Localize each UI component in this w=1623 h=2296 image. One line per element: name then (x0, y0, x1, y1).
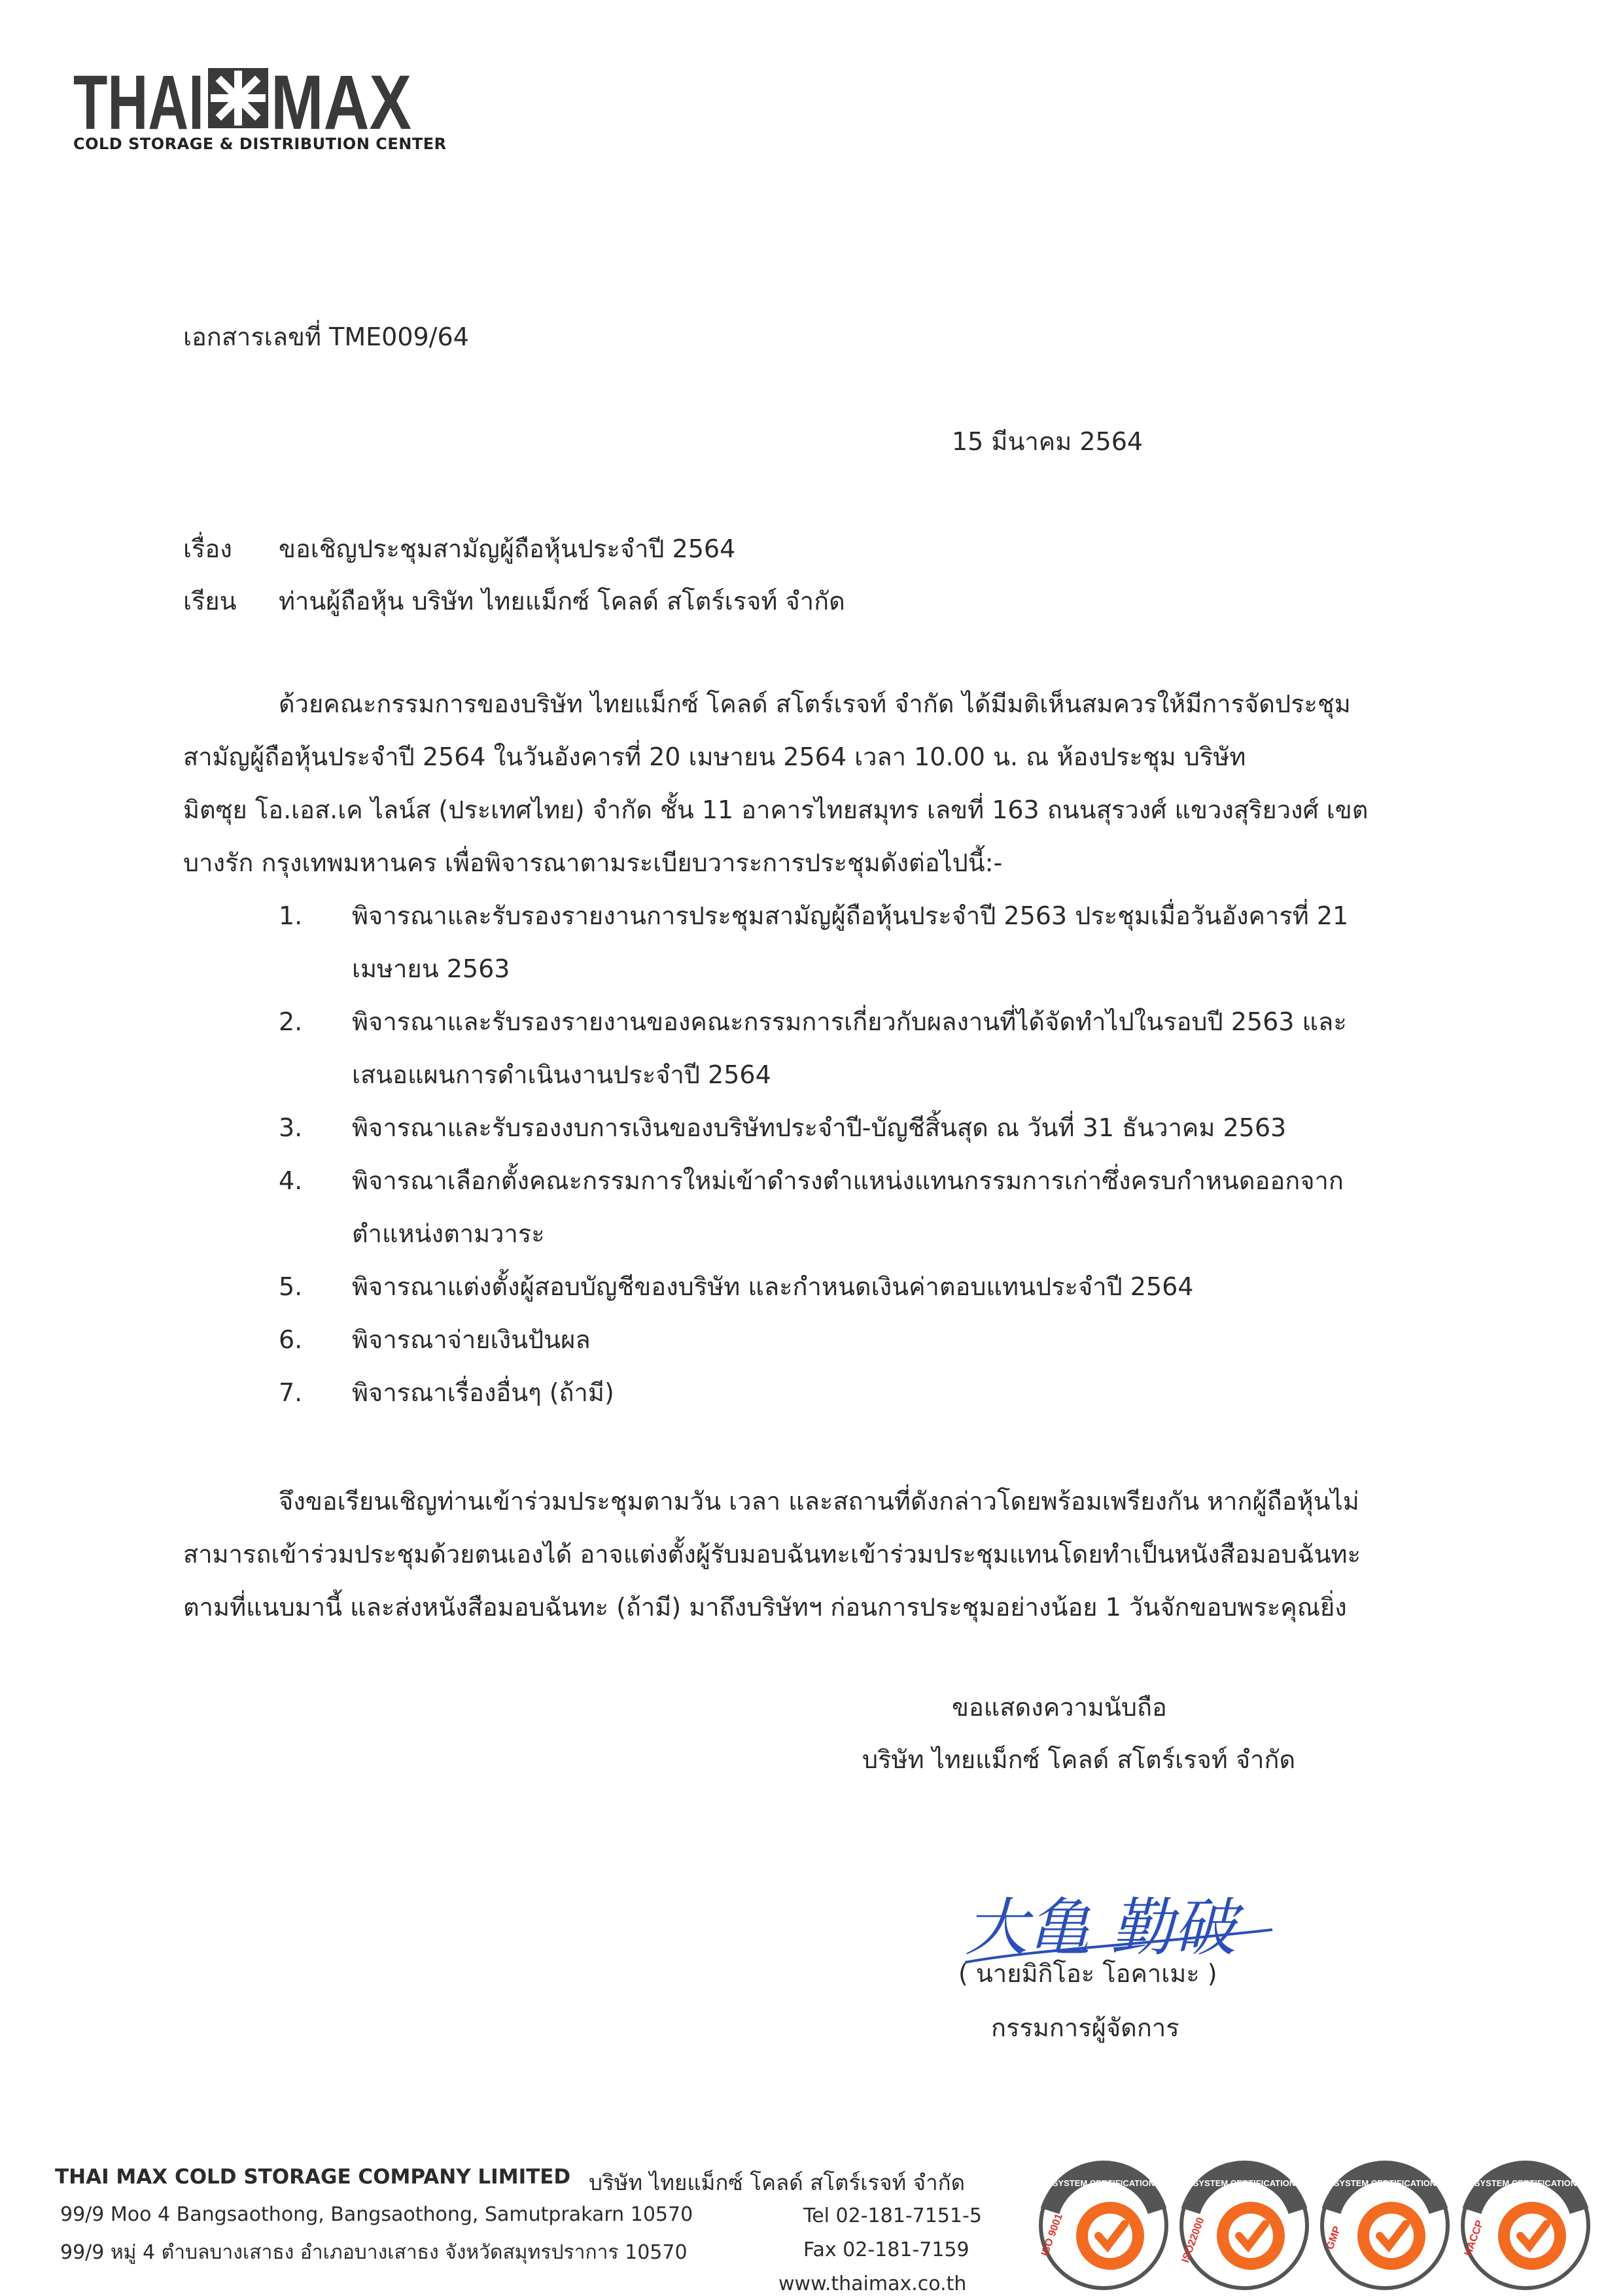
agenda-number: 2. (279, 1007, 303, 1036)
snowflake-icon (215, 75, 262, 122)
closing-salutation: ขอแสดงความนับถือ (952, 1693, 1167, 1722)
signer-title: กรรมการผู้จัดการ (991, 2013, 1179, 2042)
logo-tagline: COLD STORAGE & DISTRIBUTION CENTER (73, 135, 447, 153)
footer-fax: Fax 02-181-7159 (803, 2238, 969, 2261)
agenda-item: พิจารณาแต่งตั้งผู้สอบบัญชีของบริษัท และกำหนดเงินค่าตอบแทนประจำปี 2564 (352, 1272, 1194, 1301)
subject-label: เรื่อง (183, 534, 232, 563)
agenda-number: 5. (279, 1272, 303, 1301)
badge-ring-text: SYSTEM CERTIFICATION (1474, 2178, 1577, 2188)
signer-name: ( นายมิกิโอะ โอคาเมะ ) (958, 1959, 1217, 1988)
agenda-number: 1. (279, 901, 303, 930)
footer-address-th: 99/9 หมู่ 4 ตำบลบางเสาธง อำเภอบางเสาธง จังหวัดสมุทรปราการ 10570 (60, 2241, 688, 2264)
body-line: สามัญผู้ถือหุ้นประจำปี 2564 ในวันอังคารที่ 20 เมษายน 2564 เวลา 10.00 น. ณ ห้องประชุม บริษัท (183, 742, 1246, 771)
agenda-item: พิจารณาเลือกตั้งคณะกรรมการใหม่เข้าดำรงตำแหน่งแทนกรรมการเก่าซึ่งครบกำหนดออกจาก (352, 1166, 1344, 1195)
footer-tel: Tel 02-181-7151-5 (803, 2204, 982, 2227)
subject-text: ขอเชิญประชุมสามัญผู้ถือหุ้นประจำปี 2564 (279, 534, 736, 563)
body-line: มิตซุย โอ.เอส.เค ไลน์ส (ประเทศไทย) จำกัด ชั้น 11 อาคารไทยสมุทร เลขที่ 163 ถนนสุรวงศ์ แขวงสุริยวงศ์ เขต (183, 795, 1369, 824)
letter-date: 15 มีนาคม 2564 (952, 427, 1143, 456)
footer-website[interactable]: www.thaimax.co.th (778, 2272, 967, 2295)
agenda-number: 3. (279, 1113, 303, 1142)
agenda-item: พิจารณาจ่ายเงินปันผล (352, 1325, 591, 1354)
agenda-item: เสนอแผนการดำเนินงานประจำปี 2564 (352, 1060, 771, 1089)
recipient-label: เรียน (183, 587, 237, 616)
agenda-number: 7. (279, 1378, 303, 1407)
agenda-item: พิจารณาเรื่องอื่นๆ (ถ้ามี) (352, 1378, 614, 1407)
agenda-item: ตำแหน่งตามวาระ (352, 1219, 545, 1248)
badge-ring-text: SYSTEM CERTIFICATION (1333, 2178, 1437, 2188)
agenda-item: พิจารณาและรับรองรายงานการประชุมสามัญผู้ถือหุ้นประจำปี 2563 ประชุมเมื่อวันอังคารที่ 21 (352, 901, 1349, 930)
badge-label: ISO 9001 (1039, 2212, 1065, 2258)
logo-text-right: MAX (271, 60, 411, 146)
footer-address-en: 99/9 Moo 4 Bangsaothong, Bangsaothong, Samutprakarn 10570 (60, 2203, 693, 2226)
signing-company: บริษัท ไทยแม็กซ์ โคลด์ สโตร์เรจท์ จำกัด (862, 1745, 1296, 1774)
certification-badge-haccp (1459, 2159, 1593, 2293)
agenda-item: เมษายน 2563 (352, 954, 510, 983)
agenda-item: พิจารณาและรับรองงบการเงินของบริษัทประจำปี-บัญชีสิ้นสุด ณ วันที่ 31 ธันวาคม 2563 (352, 1113, 1287, 1142)
invite-line: สามารถเข้าร่วมประชุมด้วยตนเองได้ อาจแต่งตั้งผู้รับมอบฉันทะเข้าร่วมประชุมแทนโดยทำเป็นหนังสือมอบฉันทะ (183, 1540, 1361, 1569)
badge-label: HACCP (1462, 2219, 1486, 2258)
body-line: ด้วยคณะกรรมการของบริษัท ไทยแม็กซ์ โคลด์ สโตร์เรจท์ จำกัด ได้มีมติเห็นสมควรให้มีการจัดประชุม (279, 689, 1351, 718)
agenda-number: 6. (279, 1325, 303, 1354)
footer-company-th: บริษัท ไทยแม็กซ์ โคลด์ สโตร์เรจท์ จำกัด (589, 2170, 966, 2195)
invite-line: จึงขอเรียนเชิญท่านเข้าร่วมประชุมตามวัน เวลา และสถานที่ดังกล่าวโดยพร้อมเพรียงกัน หากผู้ถือหุ้นไม่ (279, 1487, 1359, 1516)
badge-label: GMP (1324, 2225, 1344, 2252)
logo-text-left: THAI (73, 60, 204, 146)
certification-badge-iso9001 (1037, 2159, 1171, 2293)
signature-mark: 大亀 勤破 (965, 1891, 1236, 1964)
body-line: บางรัก กรุงเทพมหานคร เพื่อพิจารณาตามระเบียบวาระการประชุมดังต่อไปนี้:- (183, 848, 1003, 877)
certification-badge-gmp (1318, 2159, 1452, 2293)
document-number: เอกสารเลขที่ TME009/64 (183, 322, 469, 351)
badge-label: ISO22000 (1179, 2216, 1207, 2265)
certification-badge-iso22000 (1178, 2159, 1312, 2293)
badge-ring-text: SYSTEM CERTIFICATION (1193, 2178, 1296, 2188)
footer-company-en: THAI MAX COLD STORAGE COMPANY LIMITED (55, 2165, 571, 2189)
recipient-text: ท่านผู้ถือหุ้น บริษัท ไทยแม็กซ์ โคลด์ สโตร์เรจท์ จำกัด (279, 587, 845, 616)
agenda-item: พิจารณาและรับรองรายงานของคณะกรรมการเกี่ยวกับผลงานที่ได้จัดทำไปในรอบปี 2563 และ (352, 1007, 1347, 1036)
invite-line: ตามที่แนบมานี้ และส่งหนังสือมอบฉันทะ (ถ้ามี) มาถึงบริษัทฯ ก่อนการประชุมอย่างน้อย 1 วันจักขอบพระคุณยิ่ง (183, 1593, 1347, 1622)
agenda-number: 4. (279, 1166, 303, 1195)
badge-ring-text: SYSTEM CERTIFICATION (1052, 2178, 1155, 2188)
